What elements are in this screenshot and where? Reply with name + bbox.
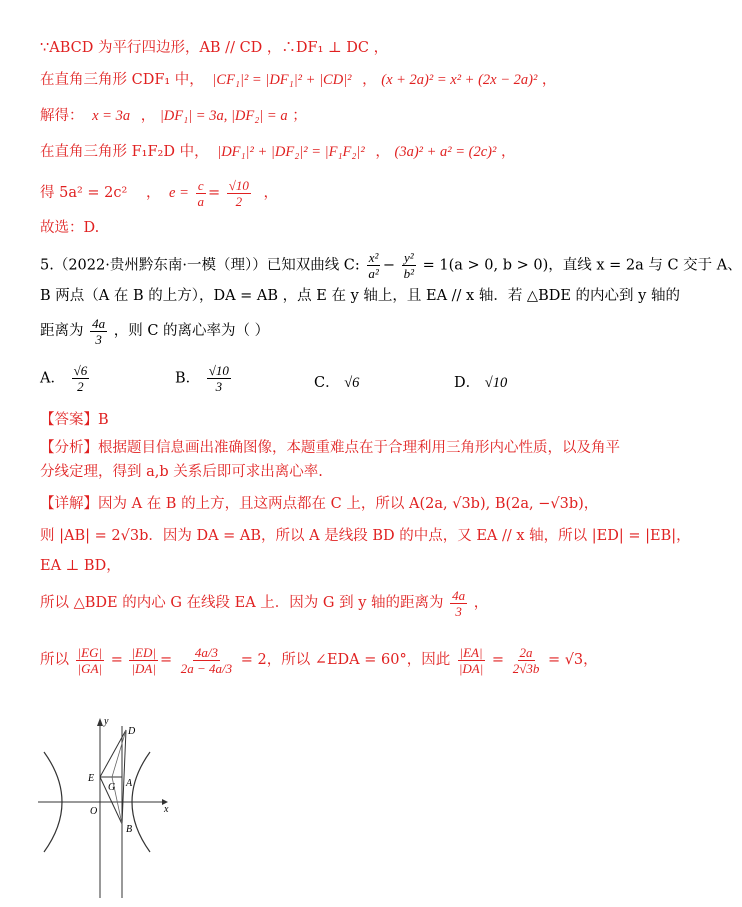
option-a-value: $\frac{√6}{2}$ (73, 363, 88, 394)
prev-line-4: 在直角三角形 F₁F₂D 中， |DF₁|² + |DF₂|² = |F₁F₂|² ， (3a)² + a² = (2c)² ， (40, 144, 516, 160)
label-d: D (128, 726, 136, 737)
segment-db (122, 730, 126, 824)
detail-frac-compound: $\frac{4a/3}{2a - 4a/3}$ (180, 644, 233, 676)
option-c (314, 371, 359, 392)
prev-line-3-eq1: x = 3a (92, 108, 131, 124)
detail-line-1: 【详解】因为 A 在 B 的上方，且这两点都在 C 上，所以 A(2a, √3b), B(2a, −√3b)， (40, 496, 599, 512)
detail-frac-ed-da: $\frac{|ED|}{|DA|}$ (131, 644, 156, 676)
prev-line-2-eq2: (x + 2a)² = x² + (2x − 2a)² (381, 72, 538, 88)
detail-frac-eg-ga: $\frac{|EG|}{|GA|}$ (77, 644, 103, 676)
prev-line-3: 解得： x = 3a ， |DF₁| = 3a, |DF₂| = a ； (40, 108, 307, 124)
prev-line-3-eq2: |DF₁| = 3a, |DF₂| = a (159, 108, 288, 124)
question-line-1b: = 1(a > 0, b > 0)，直线 x = 2a 与 C 交于 A、 (422, 257, 742, 274)
y-axis-arrow (97, 718, 103, 726)
option-c-value: √6 (344, 375, 360, 391)
option-a-label: A． (40, 370, 65, 387)
prev-line-4-eq1: |DF₁|² + |DF₂|² = |F₁F₂|² (217, 144, 365, 160)
prev-line-2-eq1: |CF₁|² = |DF₁|² + |CD|² (212, 72, 352, 88)
detail-line-5: 所以 $\frac{|EG|}{|GA|}$ = $\frac{|ED|}{|DA|}$ = $\frac{4a/3}{2a - 4a/3}$ = 2，所以 ∠EDA = 60°，因此 $\frac{|EA|}{|DA|}$ = $\frac{2a}{2√3b}$ = √3， (40, 644, 598, 676)
detail-eq-sign-2: = (491, 652, 505, 668)
prev-line-3-end: ； (292, 108, 307, 124)
question-frac-x: $\frac{\text{x²}}{\text{a²}}$ (368, 250, 379, 281)
option-b-label: B． (175, 370, 201, 387)
detail-line-4a: 所以 △BDE 的内心 G 在线段 EA 上．因为 G 到 y 轴的距离为 (40, 595, 444, 611)
detail-frac-ea-da: $\frac{|EA|}{|DA|}$ (458, 644, 484, 676)
analysis-line-2: 分线定理，得到 a,b 关系后即可求出离心率. (40, 464, 323, 480)
question-line-3b: ，则 C 的离心率为（ ） (113, 323, 270, 339)
prev-line-1: ∵ABCD 为平行四边形，AB // CD ，∴DF₁ ⊥ DC ， (40, 40, 389, 56)
label-e: E (88, 773, 95, 784)
detail-line-5-mid: = 2，所以 ∠EDA = 60°，因此 (240, 652, 451, 668)
label-o: O (90, 806, 98, 817)
question-line-1: 5.（2022·贵州黔东南·一模（理））已知双曲线 C: $\frac{\text{x²}}{\text{a²}}$ − $\frac{\text{y²}}{\text{b²}}$ = 1(a > 0, b > 0)，直线 x = 2a 与 C 交于 A、 (40, 250, 742, 281)
question-line-1a: 5.（2022·贵州黔东南·一模（理））已知双曲线 C: (40, 257, 360, 274)
prev-line-5-frac2: $\frac{√10}{2}$ (228, 177, 249, 209)
answer-line: 【答案】B (40, 412, 109, 428)
option-d (454, 371, 507, 392)
prev-line-2-label: 在直角三角形 CDF₁ 中， (40, 72, 204, 88)
option-a (40, 363, 91, 394)
option-b-value: $\frac{√10}{3}$ (208, 363, 229, 394)
detail-line-4 (40, 586, 488, 620)
label-y: y (104, 716, 109, 727)
prev-line-4-label: 在直角三角形 F₁F₂D 中， (40, 144, 209, 160)
label-b: B (126, 824, 133, 835)
question-frac-y: $\frac{\text{y²}}{\text{b²}}$ (403, 250, 414, 281)
option-c-label: C． (314, 375, 340, 391)
prev-line-5-label: 得 5a² = 2c² (40, 185, 128, 201)
label-a: A (126, 778, 133, 789)
question-frac-distance: $\frac{4a}{3}$ (92, 315, 106, 347)
prev-line-5: 得 5a² = 2c² ， e = $\frac{c}{a}$ = $\frac{√10}{2}$ ， (40, 177, 279, 209)
detail-line-5-end: = √3， (547, 652, 598, 668)
option-d-label: D． (454, 375, 481, 391)
detail-eq-sign-1: = (110, 652, 123, 668)
option-b (175, 363, 233, 394)
prev-line-6: 故选：D. (40, 220, 100, 236)
detail-frac-2a: $\frac{2a}{2√3b}$ (512, 644, 540, 676)
label-x: x (164, 804, 169, 815)
detail-line-4b: ， (473, 595, 489, 611)
prev-line-2: 在直角三角形 CDF₁ 中， |CF₁|² = |DF₁|² + |CD|² ， (x + 2a)² = x² + (2x − 2a)² ， (40, 72, 557, 88)
analysis-line-1: 【分析】根据题目信息画出准确图像，本题重难点在于合理利用三角形内心性质，以及角平 (40, 440, 620, 456)
question-line-2: B 两点（A 在 B 的上方），DA = AB ，点 E 在 y 轴上，且 EA // x 轴．若 △BDE 的内心到 y 轴的 (40, 288, 680, 304)
prev-line-4-eq2: (3a)² + a² = (2c)² (394, 144, 497, 160)
hyperbola-figure (30, 712, 180, 902)
question-line-3 (40, 314, 269, 348)
detail-line-5a: 所以 (40, 652, 69, 668)
question-line-3a: 距离为 (40, 323, 84, 339)
option-d-value: √10 (484, 375, 508, 391)
prev-line-3-label: 解得： (40, 108, 84, 124)
prev-line-5-e: e = (169, 185, 189, 201)
detail-line-2: 则 |AB| = 2√3b．因为 DA = AB，所以 A 是线段 BD 的中点，又 EA // x 轴，所以 |ED| = |EB|， (40, 528, 691, 544)
prev-line-5-frac1: $\frac{c}{a}$ (197, 177, 205, 209)
detail-line-3: EA ⊥ BD， (40, 558, 121, 574)
detail-frac-distance: $\frac{4a}{3}$ (452, 587, 466, 619)
label-g: G (108, 782, 116, 793)
